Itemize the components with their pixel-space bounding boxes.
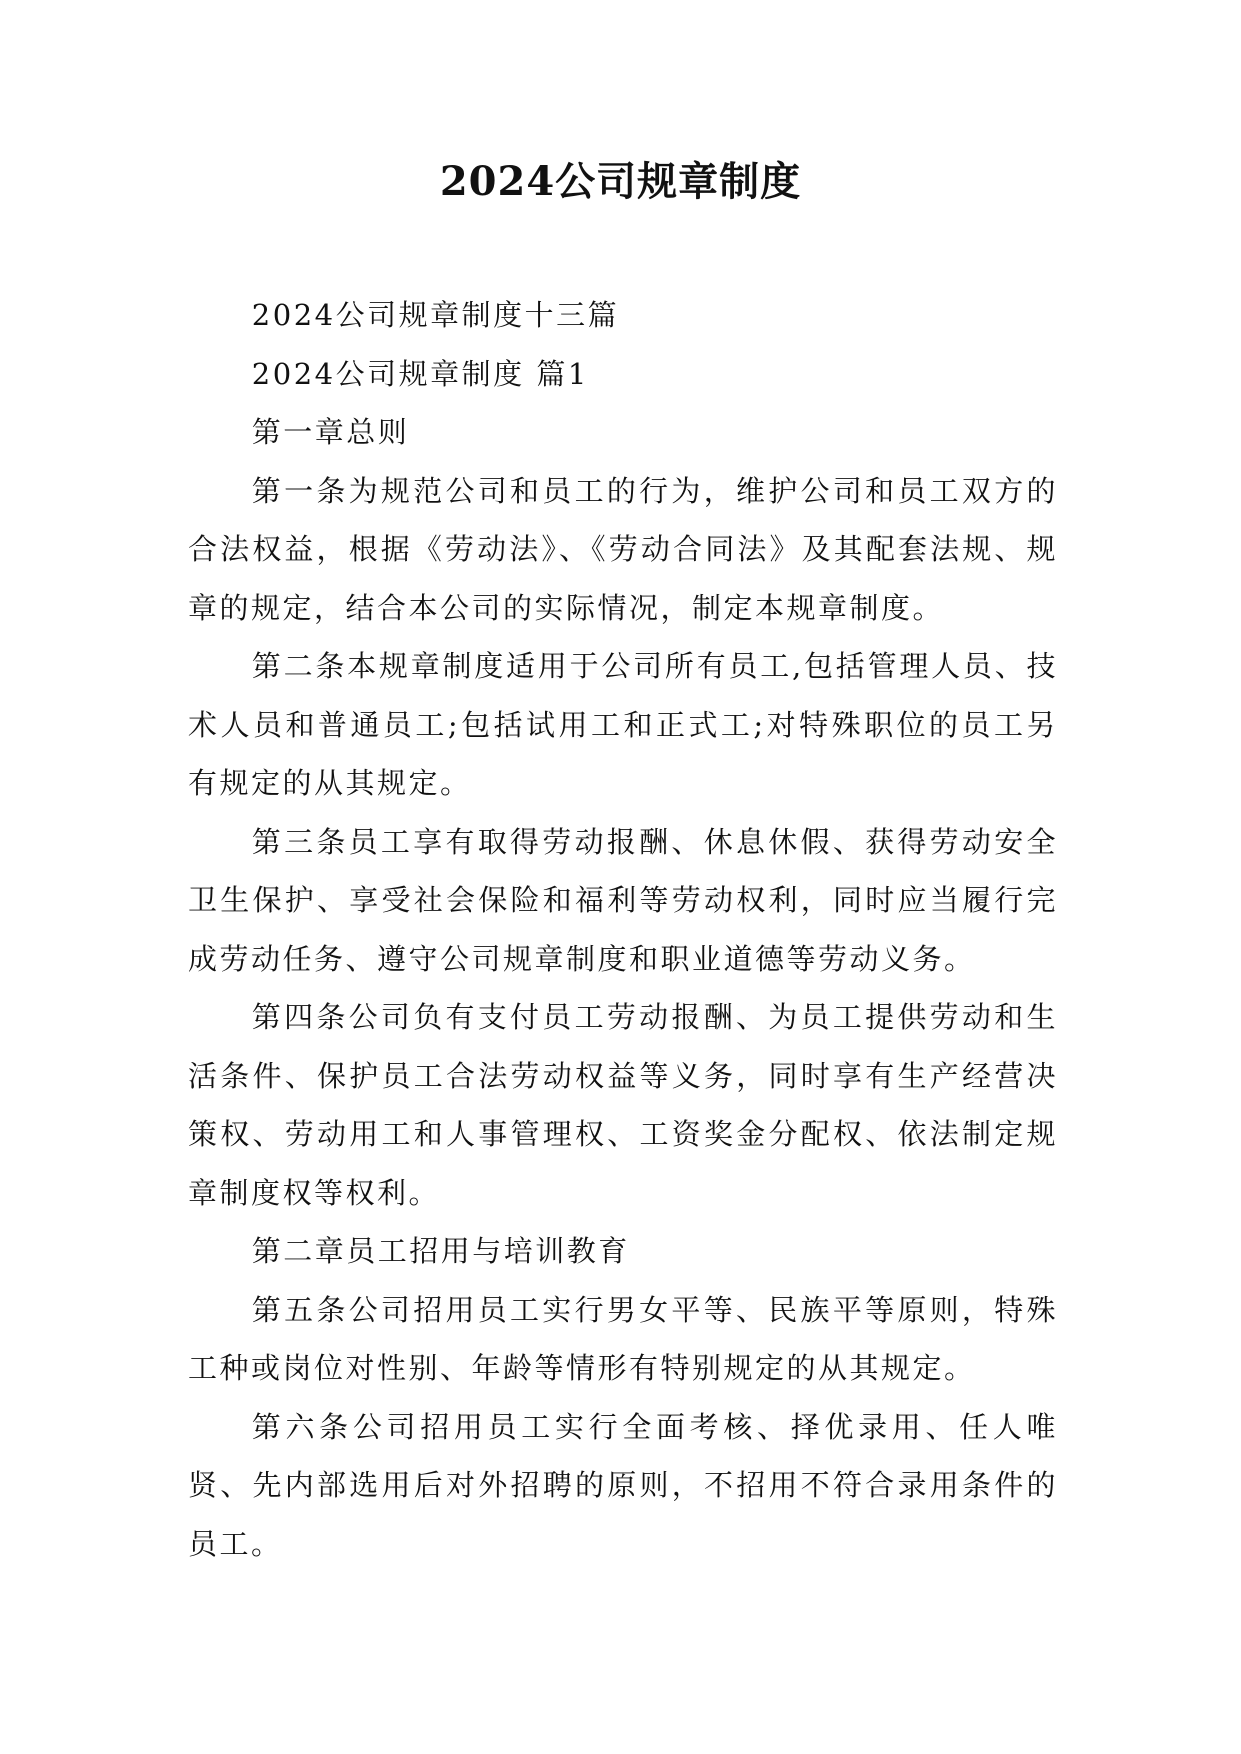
article-paragraph: 第二条本规章制度适用于公司所有员工,包括管理人员、技术人员和普通员工;包括试用工和正式工;对特殊职位的员工另有规定的从其规定。 [188, 649, 1058, 800]
article-paragraph: 第三条员工享有取得劳动报酬、休息休假、获得劳动安全卫生保护、享受社会保险和福利等劳动权利，同时应当履行完成劳动任务、遵守公司规章制度和职业道德等劳动义务。 [188, 824, 1058, 976]
chapter-heading: 第一章总则 [251, 415, 410, 449]
article-paragraph: 第四条公司负有支付员工劳动报酬、为员工提供劳动和生活条件、保护员工合法劳动权益等义务，同时享有生产经营决策权、劳动用工和人事管理权、工资奖金分配权、依法制定规章制度权等权利。 [188, 1000, 1058, 1210]
document-title: 2024公司规章制度 [439, 158, 802, 205]
document-body [188, 286, 1058, 1573]
section-label: 2024公司规章制度 篇1 [251, 356, 589, 391]
article-paragraph: 第五条公司招用员工实行男女平等、民族平等原则，特殊工种或岗位对性别、年龄等情形有特别规定的从其规定。 [188, 1292, 1058, 1385]
article-paragraph: 第一条为规范公司和员工的行为，维护公司和员工双方的合法权益，根据《劳动法》、《劳动合同法》及其配套法规、规章的规定，结合本公司的实际情况，制定本规章制度。 [188, 473, 1058, 625]
chapter-heading: 第二章员工招用与培训教育 [251, 1234, 630, 1268]
article-paragraph: 第六条公司招用员工实行全面考核、择优录用、任人唯贤、先内部选用后对外招聘的原则，不招用不符合录用条件的员工。 [188, 1409, 1058, 1561]
subtitle-line: 2024公司规章制度十三篇 [251, 298, 620, 332]
